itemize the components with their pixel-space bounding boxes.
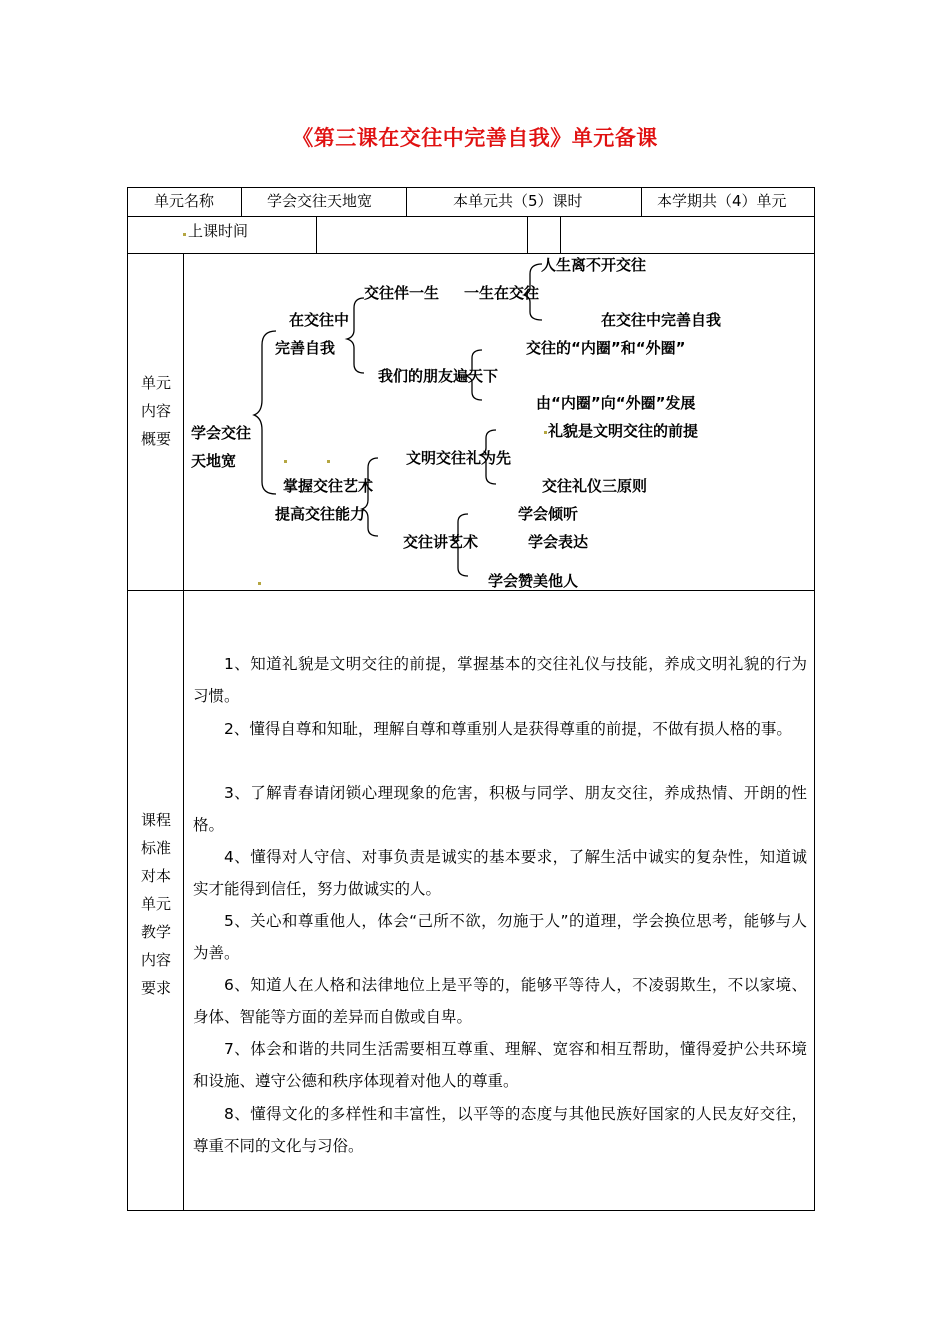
standard-item-7: 7、体会和谐的共同生活需要相互尊重、理解、宽容和相互帮助，懂得爱护公共环境和设施、遵守公德和秩序体现着对他人的尊重。 [193, 1040, 807, 1090]
map-branch2-b-leaf3: 学会赞美他人 [488, 572, 579, 590]
map-branch2-line1: 掌握交往艺术 [283, 477, 374, 495]
map-branch2-a-leaf2: 交往礼仪三原则 [542, 477, 648, 495]
unit-hours: 本单元共（5）课时 [453, 192, 583, 210]
overview-label: 单元 内容 概要 [140, 374, 171, 448]
standard-item-5: 5、关心和尊重他人，体会“己所不欲，勿施于人”的道理，学会换位思考，能够与人为善。 [193, 912, 807, 962]
map-branch2-b-leaf1: 学会倾听 [518, 505, 579, 523]
map-branch1-a-leaf2: 在交往中完善自我 [601, 311, 722, 329]
map-branch2-line2: 提高交往能力 [275, 505, 366, 523]
map-branch1-b-leaf1: 交往的“内圈”和“外圈” [526, 339, 686, 357]
document-title: 《第三课在交往中完善自我》单元备课 [292, 126, 658, 150]
unit-name-value: 学会交往天地宽 [267, 192, 373, 210]
standard-item-6: 6、知道人在人格和法律地位上是平等的，能够平等待人，不凌弱欺生，不以家境、身体、智能等方面的差异而自傲或自卑。 [193, 976, 807, 1026]
map-branch1-line1: 在交往中 [289, 311, 350, 329]
standard-item-1: 1、知道礼貌是文明交往的前提，掌握基本的交往礼仪与技能，养成文明礼貌的行为习惯。 [193, 655, 807, 705]
map-branch2-a-leaf1: 礼貌是文明交往的前提 [548, 422, 699, 440]
map-root: 学会交往 天地宽 [191, 424, 252, 470]
map-branch2-b-leaf2: 学会表达 [528, 533, 589, 551]
map-branch1-b: 我们的朋友遍天下 [378, 367, 499, 385]
standard-item-3: 3、了解青春请闭锁心理现象的危害，积极与同学、朋友交往，养成热情、开朗的性格。 [193, 784, 807, 834]
standard-item-2: 2、懂得自尊和知耻，理解自尊和尊重别人是获得尊重的前提，不做有损人格的事。 [224, 720, 792, 738]
map-branch1-b-leaf2: 由“内圈”向“外圈”发展 [536, 394, 696, 412]
standards-label: 课程 标准 对本 单元 教学 内容 要求 [140, 811, 171, 997]
class-time-label: 上课时间 [188, 222, 249, 240]
standard-item-8: 8、懂得文化的多样性和丰富性，以平等的态度与其他民族好国家的人民友好交往，尊重不同的文化与习俗。 [193, 1105, 807, 1155]
map-branch1-a: 交往伴一生 [364, 284, 440, 302]
unit-name-label: 单元名称 [154, 192, 215, 210]
standard-item-4: 4、懂得对人守信、对事负责是诚实的基本要求，了解生活中诚实的复杂性，知道诚实才能得到信任，努力做诚实的人。 [193, 848, 807, 898]
map-branch1-a-sub: 一生在交往 [464, 284, 540, 302]
map-branch2-b: 交往讲艺术 [403, 533, 479, 551]
semester-units: 本学期共（4）单元 [657, 192, 787, 210]
map-branch1-a-leaf1: 人生离不开交往 [541, 256, 647, 274]
map-branch1-line2: 完善自我 [275, 339, 336, 357]
map-branch2-a: 文明交往礼为先 [406, 449, 512, 467]
